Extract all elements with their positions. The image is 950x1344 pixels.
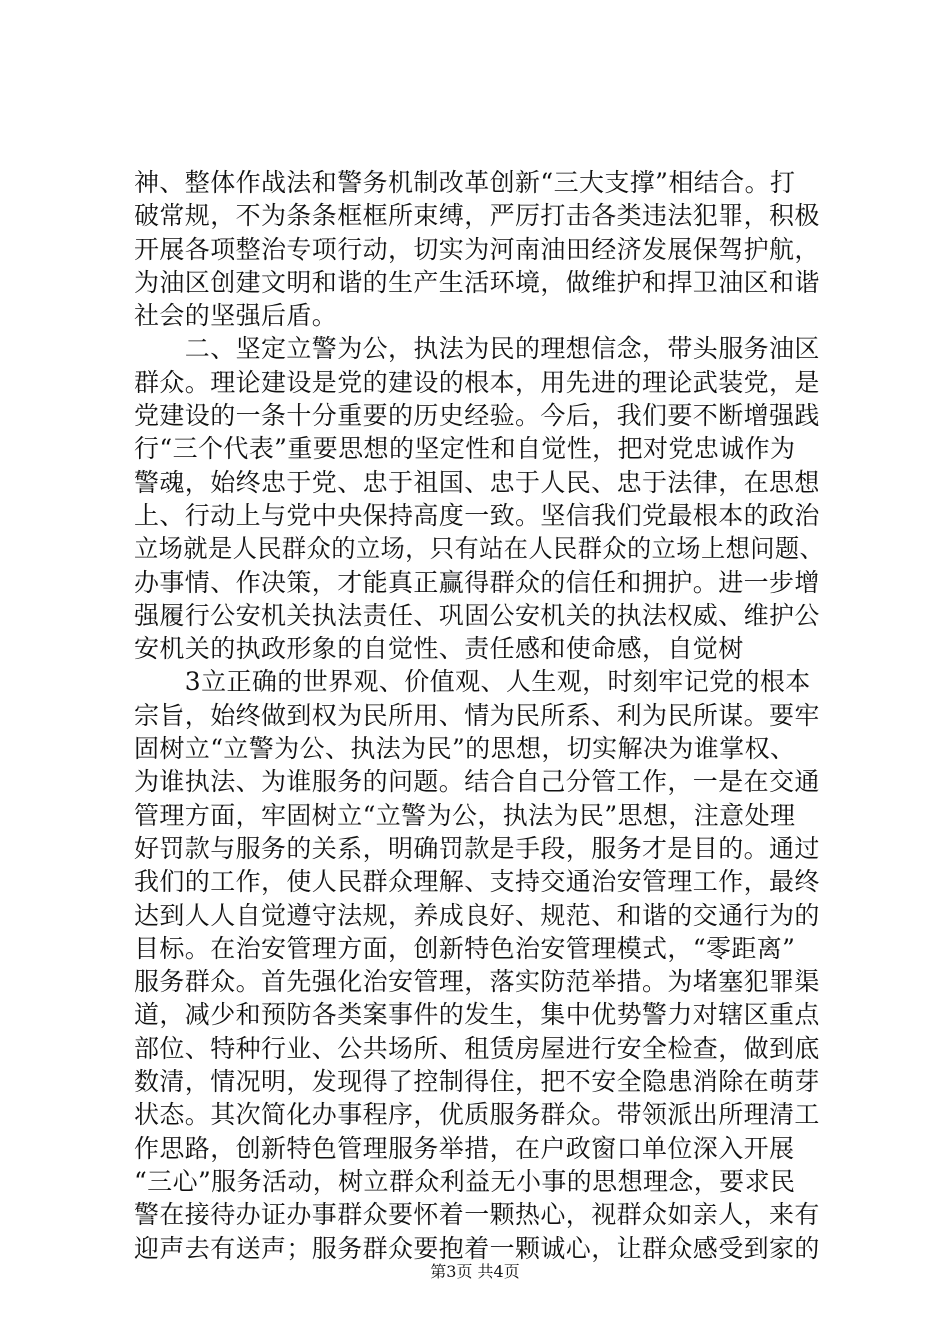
text-line: “三心”服务活动，树立群众利益无小事的思想理念，要求民 — [134, 1166, 796, 1196]
text-line: 我们的工作，使人民群众理解、支持交通治安管理工作，最终 — [134, 867, 820, 897]
text-line: 安机关的执政形象的自觉性、责任感和使命感，自觉树 — [134, 634, 744, 664]
text-line: 办事情、作决策，才能真正赢得群众的信任和拥护。进一步增 — [134, 567, 820, 597]
text-line: 破常规，不为条条框框所束缚，严厉打击各类违法犯罪，积极 — [134, 201, 820, 231]
text-line: 达到人人自觉遵守法规，养成良好、规范、和谐的交通行为的 — [134, 900, 820, 930]
text-line: 警在接待办证办事群众要怀着一颗热心，视群众如亲人，来有 — [134, 1200, 820, 1230]
page-footer: 第3页 共4页 — [430, 1262, 520, 1281]
text-line: 社会的坚强后盾。 — [134, 301, 338, 331]
text-line: 为谁执法、为谁服务的问题。结合自己分管工作，一是在交通 — [134, 767, 820, 797]
text-line: 党建设的一条十分重要的历史经验。今后，我们要不断增强践 — [134, 401, 820, 431]
text-line: 立场就是人民群众的立场，只有站在人民群众的立场上想问题、 — [134, 534, 825, 564]
text-line: 固树立“立警为公、执法为民”的思想，切实解决为谁掌权、 — [134, 734, 796, 764]
document-body — [134, 166, 824, 1265]
text-line: 部位、特种行业、公共场所、租赁房屋进行安全检查，做到底 — [134, 1033, 820, 1063]
text-line: 服务群众。首先强化治安管理，落实防范举措。为堵塞犯罪渠 — [134, 967, 820, 997]
text-line: 开展各项整治专项行动，切实为河南油田经济发展保驾护航， — [134, 234, 820, 264]
text-line: 管理方面，牢固树立“立警为公，执法为民”思想，注意处理 — [134, 800, 796, 830]
text-line: 作思路，创新特色管理服务举措，在户政窗口单位深入开展 — [134, 1133, 795, 1163]
text-line: 神、整体作战法和警务机制改革创新“三大支撑”相结合。打 — [134, 168, 796, 197]
text-line: 为油区创建文明和谐的生产生活环境，做维护和捍卫油区和谐 — [134, 267, 820, 297]
text-line: 迎声去有送声；服务群众要抱着一颗诚心，让群众感受到家的 — [134, 1233, 820, 1263]
text-line: 上、行动上与党中央保持高度一致。坚信我们党最根本的政治 — [134, 500, 820, 530]
text-line: 道，减少和预防各类案事件的发生，集中优势警力对辖区重点 — [134, 1000, 820, 1030]
text-line: 宗旨，始终做到权为民所用、情为民所系、利为民所谋。要牢 — [134, 700, 820, 730]
text-line: 数清，情况明，发现得了控制得住，把不安全隐患消除在萌芽 — [134, 1067, 820, 1097]
text-line: 群众。理论建设是党的建设的根本，用先进的理论武装党，是 — [134, 367, 820, 397]
text-line: 状态。其次简化办事程序，优质服务群众。带领派出所理清工 — [134, 1100, 820, 1130]
text-line: 目标。在治安管理方面，创新特色治安管理模式，“零距离” — [134, 933, 796, 963]
text-line: 行“三个代表”重要思想的坚定性和自觉性，把对党忠诚作为 — [134, 434, 796, 464]
text-line: 二、坚定立警为公，执法为民的理想信念，带头服务油区 — [134, 334, 820, 364]
text-line: 强履行公安机关执法责任、巩固公安机关的执法权威、维护公 — [134, 600, 820, 630]
text-line: 警魂，始终忠于党、忠于祖国、忠于人民、忠于法律，在思想 — [134, 467, 820, 497]
text-line: 好罚款与服务的关系，明确罚款是手段，服务才是目的。通过 — [134, 833, 820, 863]
text-line: 3立正确的世界观、价值观、人生观，时刻牢记党的根本 — [134, 667, 811, 697]
